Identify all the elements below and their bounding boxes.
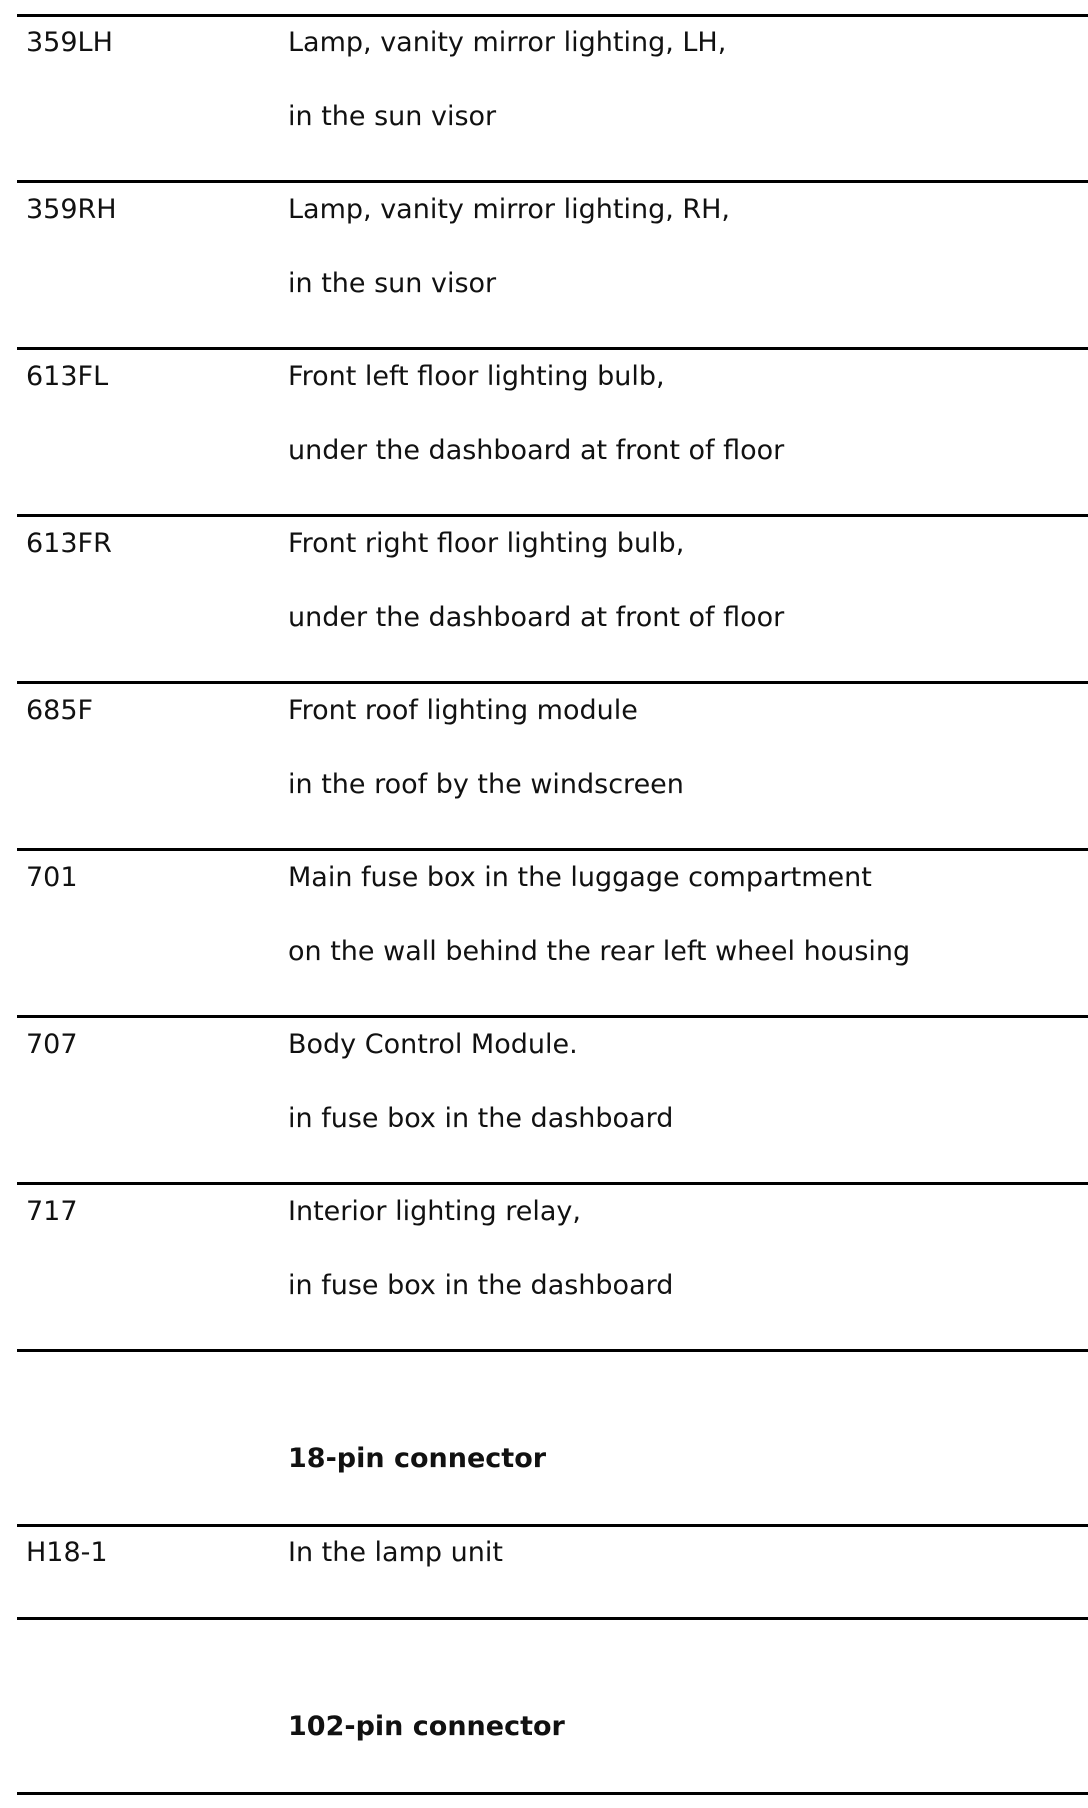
table-rule	[17, 347, 1088, 350]
section-heading-18-pin: 18-pin connector	[288, 1443, 547, 1474]
entry-description: Lamp, vanity mirror lighting, RH,	[288, 194, 731, 225]
entry-code: 707	[26, 1029, 78, 1060]
entry-code: 613FL	[26, 361, 109, 392]
entry-code: H18-1	[26, 1537, 108, 1568]
table-rule	[17, 514, 1088, 517]
entry-location: in the sun visor	[288, 101, 497, 132]
table-rule	[17, 1182, 1088, 1185]
entry-code: 359RH	[26, 194, 117, 225]
entry-description: Lamp, vanity mirror lighting, LH,	[288, 27, 727, 58]
entry-description: Front right floor lighting bulb,	[288, 528, 685, 559]
entry-location: on the wall behind the rear left wheel housing	[288, 936, 911, 967]
table-rule	[17, 1792, 1088, 1795]
entry-location: under the dashboard at front of floor	[288, 435, 785, 466]
entry-description: Front roof lighting module	[288, 695, 638, 726]
entry-location: in the sun visor	[288, 268, 497, 299]
table-rule	[17, 180, 1088, 183]
table-rule	[17, 1015, 1088, 1018]
entry-description: Front left floor lighting bulb,	[288, 361, 665, 392]
entry-description: Body Control Module.	[288, 1029, 578, 1060]
entry-code: 717	[26, 1196, 78, 1227]
entry-code: 685F	[26, 695, 94, 726]
section-heading-102-pin: 102-pin connector	[288, 1711, 565, 1742]
table-rule	[17, 848, 1088, 851]
entry-location: in fuse box in the dashboard	[288, 1103, 674, 1134]
entry-code: 359LH	[26, 27, 113, 58]
entry-code: 613FR	[26, 528, 112, 559]
entry-location: under the dashboard at front of floor	[288, 602, 785, 633]
entry-location: in fuse box in the dashboard	[288, 1270, 674, 1301]
table-rule	[17, 1617, 1088, 1620]
table-rule	[17, 1524, 1088, 1527]
entry-description: Interior lighting relay,	[288, 1196, 581, 1227]
table-rule	[17, 681, 1088, 684]
entry-description: Main fuse box in the luggage compartment	[288, 862, 872, 893]
table-rule	[17, 14, 1088, 17]
entry-location: in the roof by the windscreen	[288, 769, 684, 800]
entry-code: 701	[26, 862, 78, 893]
entry-description: In the lamp unit	[288, 1537, 503, 1568]
table-rule	[17, 1349, 1088, 1352]
